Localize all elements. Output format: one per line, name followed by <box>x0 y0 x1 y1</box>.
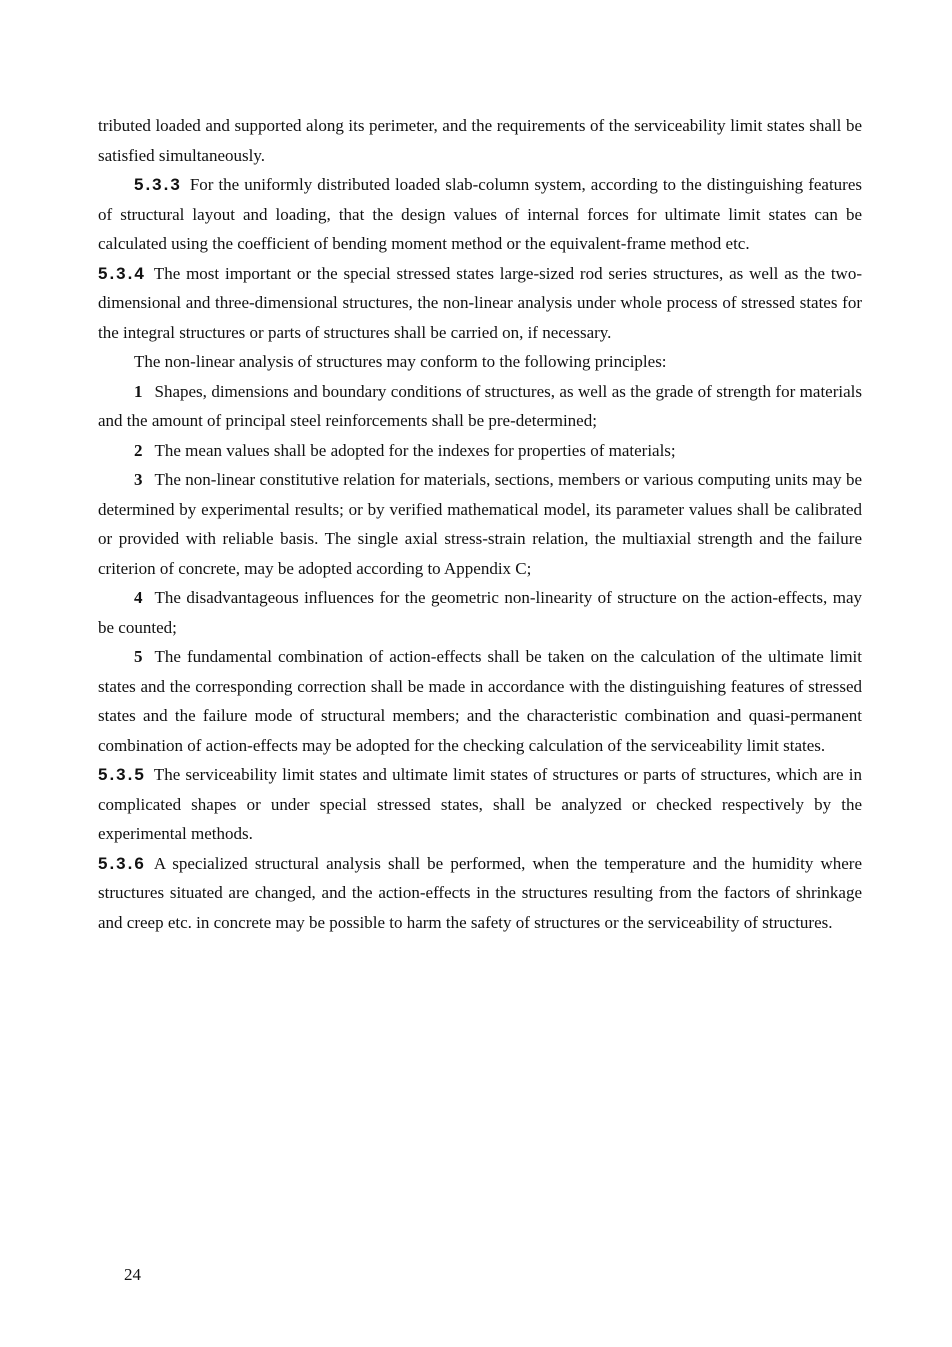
list-item <box>98 465 862 583</box>
clause-number: 5.3.5 <box>98 765 146 784</box>
continuation-paragraph: tributed loaded and supported along its perimeter, and the requirements of the serviceability limit states shall be satisfied simultaneously. <box>98 116 862 165</box>
page-number: 24 <box>124 1265 141 1284</box>
clause-5-3-4 <box>98 259 862 348</box>
item-number: 2 <box>134 440 143 460</box>
page-body <box>98 111 862 937</box>
clause-text: For the uniformly distributed loaded slab-column system, according to the distinguishing features of structural layout and loading, that the design values of internal forces for ultimate limit states can be calculated using the coefficient of bending moment method or the equivalent-frame method etc. <box>98 175 862 253</box>
clause-number: 5.3.6 <box>98 853 146 873</box>
list-item <box>98 642 862 760</box>
clause-number: 5.3.3 <box>134 175 182 194</box>
list-item <box>98 377 862 436</box>
list-item <box>98 436 862 466</box>
item-text: The disadvantageous influences for the geometric non-linearity of structure on the action-effects, may be counted; <box>98 588 862 637</box>
clause-text: The most important or the special stressed states large-sized rod series structures, as well as the two-dimensional and three-dimensional structures, the non-linear analysis under whole process of stressed states for the integral structures or parts of structures shall be carried on, if necessary. <box>98 263 862 342</box>
clause-number: 5.3.4 <box>98 263 146 283</box>
item-text: The non-linear constitutive relation for materials, sections, members or various computing units may be determined by experimental results; or by verified mathematical model, its parameter values shall be calibrated or provided with reliable basis. The single axial stress-strain relation, the multiaxial strength and the failure criterion of concrete, may be adopted according to Appendix C; <box>98 470 862 578</box>
item-text: The mean values shall be adopted for the indexes for properties of materials; <box>154 440 676 460</box>
item-text: Shapes, dimensions and boundary conditions of structures, as well as the grade of strength for materials and the amount of principal steel reinforcements shall be pre-determined; <box>98 381 862 430</box>
clause-5-3-6 <box>98 849 862 938</box>
clause-5-3-3 <box>98 170 862 259</box>
clause-text: A specialized structural analysis shall be performed, when the temperature and the humidity where structures situated are changed, and the action-effects in the structures resulting from the factors of shrinkage and creep etc. in concrete may be possible to harm the safety of structures or the serviceability of structures. <box>98 853 862 932</box>
clause-text: The serviceability limit states and ultimate limit states of structures or parts of structures, which are in complicated shapes or under special stressed states, shall be analyzed or checked respectively by the experimental methods. <box>98 765 862 843</box>
item-number: 4 <box>134 588 143 607</box>
principles-intro: The non-linear analysis of structures may conform to the following principles: <box>134 352 667 371</box>
item-number: 5 <box>134 647 143 666</box>
item-text: The fundamental combination of action-effects shall be taken on the calculation of the ultimate limit states and the corresponding correction shall be made in accordance with the distinguishing features of stressed states and the failure mode of structural members; and the characteristic combination and quasi-permanent combination of action-effects may be adopted for the checking calculation of the serviceability limit states. <box>98 647 862 755</box>
item-number: 1 <box>134 381 143 401</box>
list-item <box>98 583 862 642</box>
item-number: 3 <box>134 470 143 489</box>
clause-5-3-5 <box>98 760 862 849</box>
